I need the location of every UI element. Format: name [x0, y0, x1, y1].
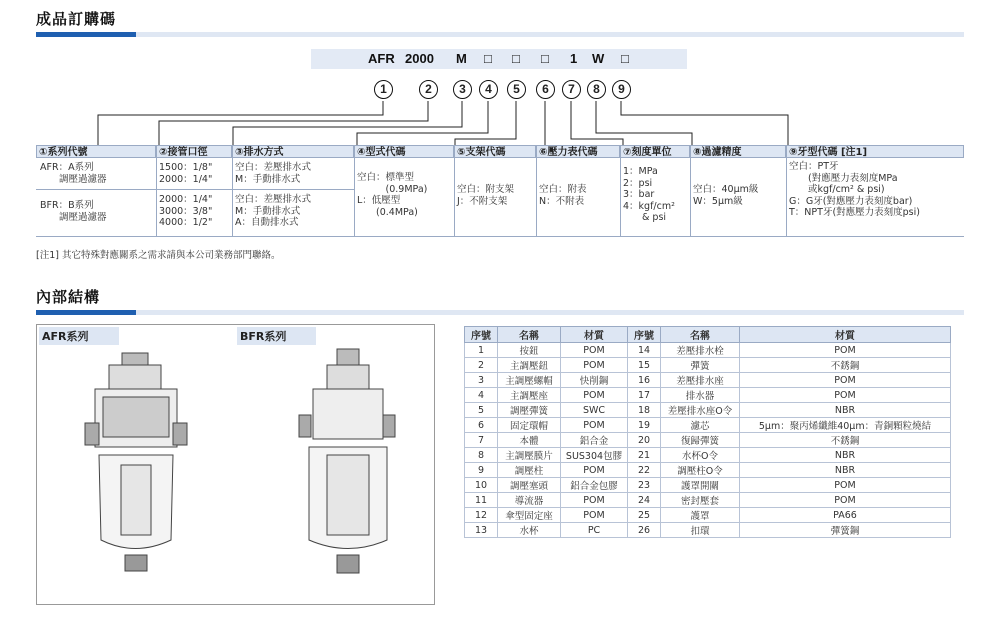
table-cell: 本體	[498, 433, 561, 448]
table-cell: POM	[740, 493, 951, 508]
col-header-unit: ⑦刻度單位	[620, 145, 690, 158]
cell-port-b: 2000：1/4" 3000：3/8" 4000：1/2"	[159, 194, 213, 228]
table-cell: 19	[628, 418, 661, 433]
col-header-series: ①系列代號	[36, 145, 156, 158]
table-cell: 快削鋼	[561, 373, 628, 388]
panel-title-bfr: BFR系列	[237, 327, 316, 345]
col-header-thread: ⑨牙型代碼 [注1]	[786, 145, 964, 158]
code-part: □	[541, 51, 549, 66]
table-cell: PC	[561, 523, 628, 538]
table-cell: 14	[628, 343, 661, 358]
table-cell: 主調壓螺帽	[498, 373, 561, 388]
col-header-type: ④型式代碼	[354, 145, 454, 158]
table-row	[465, 343, 951, 358]
table-row	[465, 478, 951, 493]
cell-thread: 空白：PT牙 (對應壓力表刻度MPa 或kgf/cm² & psi) G：G牙(對應壓力表刻度bar) T：NPT牙(對應壓力表刻度psi)	[789, 161, 920, 218]
table-cell: 10	[465, 478, 498, 493]
code-part: AFR	[368, 51, 395, 66]
marker: 2	[419, 80, 438, 99]
table-cell: 彈簧	[661, 358, 740, 373]
table-cell: 5	[465, 403, 498, 418]
col-header-port: ②接管口徑	[156, 145, 232, 158]
table-cell: PA66	[740, 508, 951, 523]
table-line	[536, 158, 537, 236]
table-cell: 差壓排水座O令	[661, 403, 740, 418]
table-cell: 17	[628, 388, 661, 403]
table-cell: 22	[628, 463, 661, 478]
table-cell: NBR	[740, 403, 951, 418]
table-cell: 25	[628, 508, 661, 523]
table-line	[232, 158, 233, 236]
table-row	[465, 388, 951, 403]
marker: 4	[479, 80, 498, 99]
cell-unit: 1：MPa 2：psi 3：bar 4：kgf/cm² & psi	[623, 166, 675, 223]
table-cell: 9	[465, 463, 498, 478]
table-cell: POM	[740, 478, 951, 493]
table-cell: 13	[465, 523, 498, 538]
table-cell: 水杯	[498, 523, 561, 538]
table-cell: NBR	[740, 463, 951, 478]
col-header-drain: ③排水方式	[232, 145, 354, 158]
table-cell: 水杯O令	[661, 448, 740, 463]
table-cell: 差壓排水栓	[661, 343, 740, 358]
marker: 1	[374, 80, 393, 99]
table-line	[36, 189, 354, 190]
section-title-order: 成品訂購碼	[36, 10, 117, 28]
table-row	[465, 433, 951, 448]
table-cell: 8	[465, 448, 498, 463]
table-row	[465, 448, 951, 463]
table-line	[454, 158, 455, 236]
table-cell: 彈簧鋼	[740, 523, 951, 538]
cell-gauge: 空白：附表 N：不附表	[539, 184, 587, 207]
table-cell: 4	[465, 388, 498, 403]
col-header-filter: ⑧過濾精度	[690, 145, 786, 158]
table-cell: 主調壓座	[498, 388, 561, 403]
diagram-panel	[36, 324, 435, 605]
table-cell: 扣環	[661, 523, 740, 538]
table-cell: 主調壓鈕	[498, 358, 561, 373]
cell-port-a: 1500：1/8" 2000：1/4"	[159, 162, 213, 185]
table-row	[465, 373, 951, 388]
table-row	[465, 463, 951, 478]
table-cell: 不銹鋼	[740, 358, 951, 373]
table-line	[786, 158, 787, 236]
table-cell: POM	[740, 388, 951, 403]
cell-type: 空白：標準型 (0.9MPa) L：低壓型 (0.4MPa)	[357, 172, 428, 218]
code-part: 2000	[405, 51, 434, 66]
code-part: M	[456, 51, 467, 66]
table-cell: SUS304包膠	[561, 448, 628, 463]
table-cell: 11	[465, 493, 498, 508]
cell-drain-b: 空白：差壓排水式 M：手動排水式 A：自動排水式	[235, 194, 312, 228]
table-line	[156, 158, 157, 236]
table-cell: 7	[465, 433, 498, 448]
table-cell: 24	[628, 493, 661, 508]
marker: 9	[612, 80, 631, 99]
table-cell: POM	[561, 358, 628, 373]
table-cell: 護罩開關	[661, 478, 740, 493]
table-cell: 2	[465, 358, 498, 373]
col-header-gauge: ⑥壓力表代碼	[536, 145, 620, 158]
table-cell: 12	[465, 508, 498, 523]
table-header-row	[465, 327, 951, 343]
table-cell: 密封壓套	[661, 493, 740, 508]
table-line	[690, 158, 691, 236]
table-cell: POM	[561, 418, 628, 433]
table-cell: NBR	[740, 448, 951, 463]
code-part: W	[592, 51, 605, 66]
table-cell: 按鈕	[498, 343, 561, 358]
parts-table	[464, 326, 951, 538]
table-cell: POM	[561, 508, 628, 523]
table-cell: 鋁合金	[561, 433, 628, 448]
cell-series-b: BFR：B系列 調壓過濾器	[40, 200, 107, 223]
table-cell: 主調壓膜片	[498, 448, 561, 463]
table-cell: 排水器	[661, 388, 740, 403]
cell-bracket: 空白：附支架 J：不附支架	[457, 184, 515, 207]
panel-title-afr: AFR系列	[39, 327, 119, 345]
marker: 8	[587, 80, 606, 99]
table-line	[354, 158, 355, 236]
table-line	[36, 236, 964, 237]
table-cell: POM	[740, 343, 951, 358]
th-no: 序號	[465, 327, 498, 343]
table-cell: 護罩	[661, 508, 740, 523]
section-bar	[36, 310, 964, 315]
marker: 6	[536, 80, 555, 99]
table-cell: 3	[465, 373, 498, 388]
table-cell: POM	[561, 493, 628, 508]
table-cell: 濾芯	[661, 418, 740, 433]
section-title-structure: 內部結構	[36, 288, 101, 306]
table-cell: 6	[465, 418, 498, 433]
table-cell: SWC	[561, 403, 628, 418]
cell-series-a: AFR：A系列 調壓過濾器	[40, 162, 107, 185]
table-row	[465, 418, 951, 433]
footnote: [注1] 其它特殊對應關系之需求請與本公司業務部門聯絡。	[36, 250, 281, 261]
marker: 7	[562, 80, 581, 99]
marker: 5	[507, 80, 526, 99]
code-part: □	[484, 51, 492, 66]
table-cell: 傘型固定座	[498, 508, 561, 523]
table-cell: 18	[628, 403, 661, 418]
table-cell: 鋁合金包膠	[561, 478, 628, 493]
code-part: □	[621, 51, 629, 66]
table-cell: 導流器	[498, 493, 561, 508]
table-cell: 調壓柱O令	[661, 463, 740, 478]
cell-drain-a: 空白：差壓排水式 M：手動排水式	[235, 162, 312, 185]
th-material: 材質	[561, 327, 628, 343]
table-cell: 21	[628, 448, 661, 463]
table-row	[465, 508, 951, 523]
afr-cross-section	[37, 325, 436, 606]
table-cell: 23	[628, 478, 661, 493]
table-cell: 不銹鋼	[740, 433, 951, 448]
connector-lines	[0, 0, 1000, 160]
th-no: 序號	[628, 327, 661, 343]
table-cell: 復歸彈簧	[661, 433, 740, 448]
table-row	[465, 493, 951, 508]
code-part: □	[512, 51, 520, 66]
th-material: 材質	[740, 327, 951, 343]
table-line	[620, 158, 621, 236]
table-cell: 5μm：聚丙烯纖維40μm：青銅顆粒燒結	[740, 418, 951, 433]
table-cell: 16	[628, 373, 661, 388]
table-cell: 20	[628, 433, 661, 448]
th-name: 名稱	[498, 327, 561, 343]
code-part: 1	[570, 51, 578, 66]
table-cell: 15	[628, 358, 661, 373]
th-name: 名稱	[661, 327, 740, 343]
col-header-bracket: ⑤支架代碼	[454, 145, 536, 158]
cell-filter: 空白：40μm級 W：5μm級	[693, 184, 759, 207]
table-cell: POM	[561, 463, 628, 478]
table-cell: 26	[628, 523, 661, 538]
table-row	[465, 403, 951, 418]
table-cell: 1	[465, 343, 498, 358]
marker: 3	[453, 80, 472, 99]
table-cell: 調壓塞頭	[498, 478, 561, 493]
table-cell: 差壓排水座	[661, 373, 740, 388]
table-cell: POM	[561, 343, 628, 358]
table-cell: POM	[561, 388, 628, 403]
table-row	[465, 358, 951, 373]
table-cell: 固定環帽	[498, 418, 561, 433]
table-cell: 調壓彈簧	[498, 403, 561, 418]
table-cell: POM	[740, 373, 951, 388]
table-cell: 調壓柱	[498, 463, 561, 478]
table-row	[465, 523, 951, 538]
